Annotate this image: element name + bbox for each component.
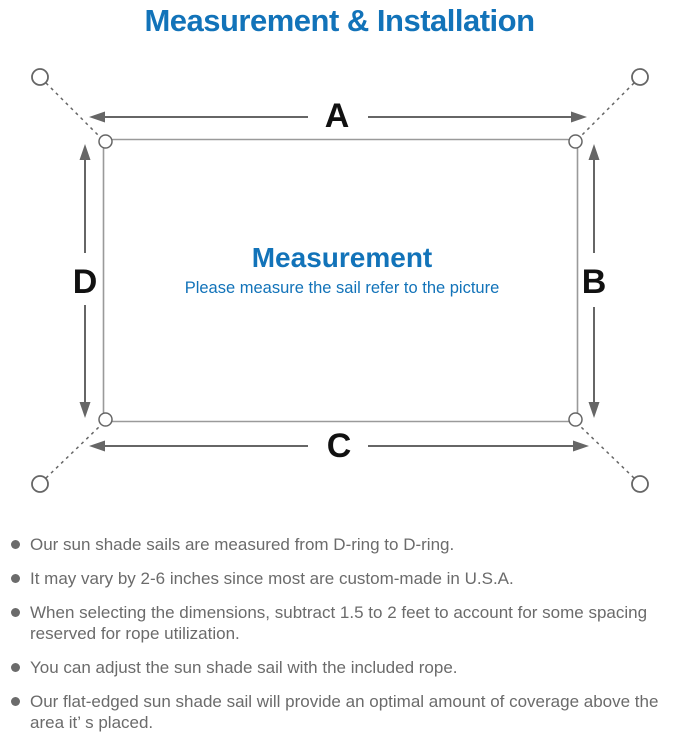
d-ring-icon xyxy=(569,413,582,426)
note-text: Our flat-edged sun shade sail will provide an optimal amount of coverage above the area it’ s placed. xyxy=(30,692,659,732)
note-text: You can adjust the sun shade sail with the included rope. xyxy=(30,658,458,677)
notes-list xyxy=(11,534,667,739)
list-item xyxy=(11,691,667,733)
bullet-icon xyxy=(11,574,20,583)
anchor-ring-icon xyxy=(32,476,48,492)
bullet-icon xyxy=(11,608,20,617)
note-text: Our sun shade sails are measured from D-ring to D-ring. xyxy=(30,535,455,554)
page-title: Measurement & Installation xyxy=(144,3,535,38)
dimension-label-d: D xyxy=(72,263,98,301)
anchor-ring-icon xyxy=(632,476,648,492)
rope-line xyxy=(580,83,634,137)
dimension-label-c: C xyxy=(326,427,352,465)
list-item xyxy=(11,657,667,678)
bullet-icon xyxy=(11,697,20,706)
dimension-label-b: B xyxy=(581,263,607,301)
diagram-center-title: Measurement xyxy=(251,242,433,273)
dimension-label-a: A xyxy=(324,97,350,135)
d-ring-icon xyxy=(569,135,582,148)
diagram-center-subtitle: Please measure the sail refer to the picture xyxy=(184,279,500,297)
note-text: It may vary by 2-6 inches since most are custom-made in U.S.A. xyxy=(30,569,514,588)
d-ring-icon xyxy=(99,413,112,426)
list-item xyxy=(11,568,667,589)
anchor-ring-icon xyxy=(632,69,648,85)
rope-line xyxy=(46,83,100,137)
rope-line xyxy=(580,426,634,478)
bullet-icon xyxy=(11,663,20,672)
note-text: When selecting the dimensions, subtract 1.5 to 2 feet to account for some spacing reserved for rope utilization. xyxy=(30,603,648,643)
bullet-icon xyxy=(11,540,20,549)
list-item xyxy=(11,602,667,644)
list-item xyxy=(11,534,667,555)
anchor-ring-icon xyxy=(32,69,48,85)
d-ring-icon xyxy=(99,135,112,148)
rope-line xyxy=(46,426,100,478)
